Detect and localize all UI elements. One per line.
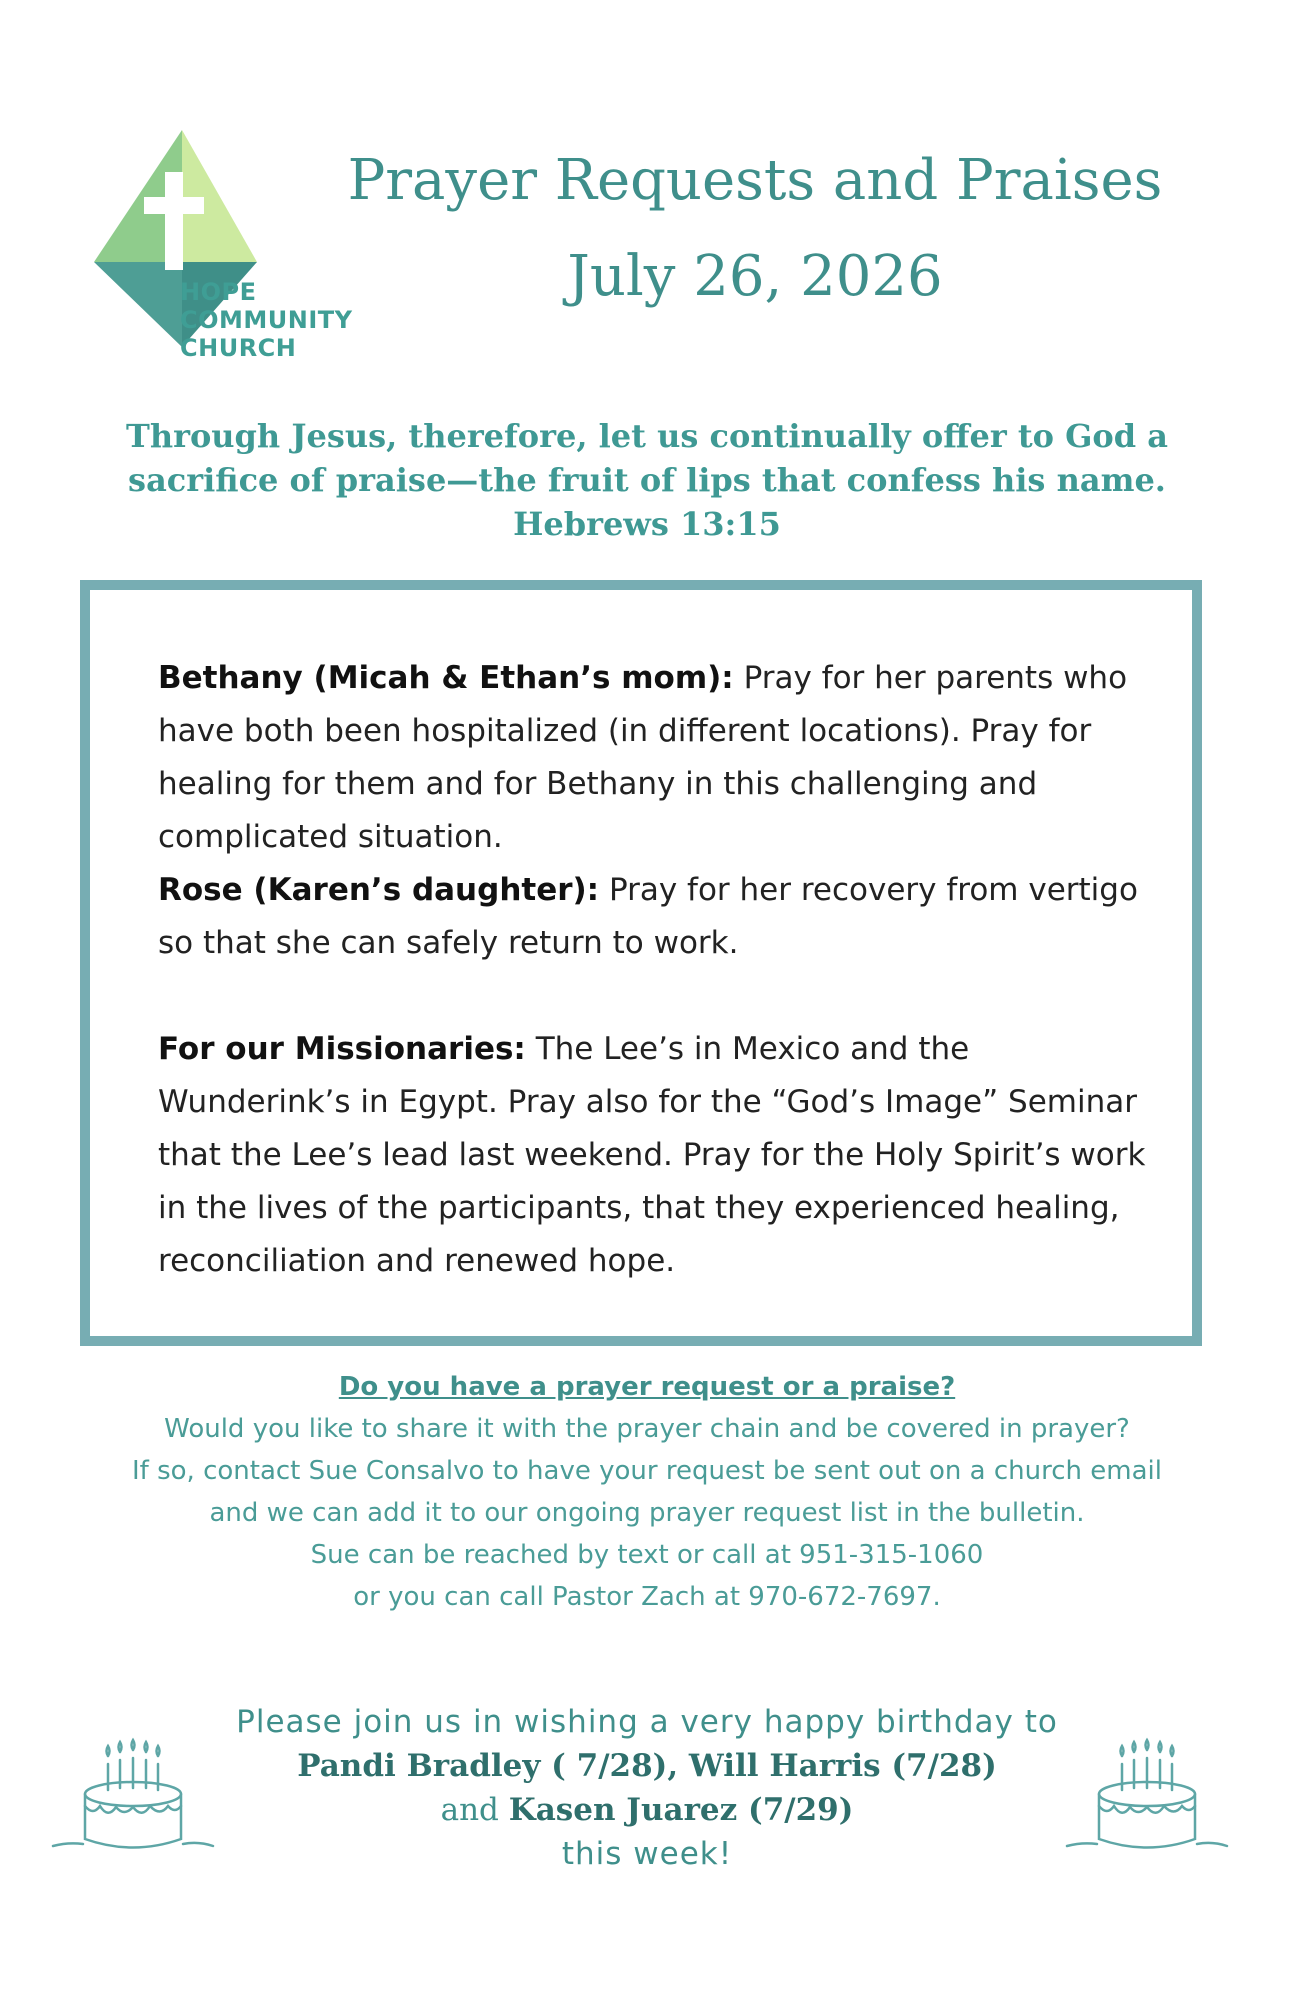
contact-line-4: Sue can be reached by text or call at 951-315-1060 xyxy=(310,1540,984,1570)
church-name-line3: CHURCH xyxy=(180,334,297,362)
birthday-outro: this week! xyxy=(561,1836,733,1872)
prayer-request-item xyxy=(158,864,1158,970)
contact-line-3: and we can add it to our ongoing prayer request list in the bulletin. xyxy=(209,1498,1085,1528)
prayer-requests-box xyxy=(80,580,1202,1346)
birthday-names: Pandi Bradley ( 7/28), Will Harris (7/28) xyxy=(297,1748,997,1784)
church-name-line1: HOPE xyxy=(180,278,257,306)
request-name: Rose (Karen’s daughter): xyxy=(158,872,600,908)
contact-line-1: Would you like to share it with the prayer chain and be covered in prayer? xyxy=(164,1414,1130,1444)
verse-line-1: Through Jesus, therefore, let us continually offer to God a xyxy=(126,417,1168,455)
page-date: July 26, 2026 xyxy=(567,244,943,309)
birthday-and: and xyxy=(440,1792,499,1828)
birthday-last-name: Kasen Juarez (7/29) xyxy=(508,1792,854,1828)
birthday-intro: Please join us in wishing a very happy birthday to xyxy=(236,1704,1058,1740)
prayer-requests-list xyxy=(158,652,1158,1288)
church-name xyxy=(180,278,353,362)
request-name: For our Missionaries: xyxy=(158,1031,526,1067)
request-text: Pray for her recovery from vertigo so that she can safely return to work. xyxy=(158,872,1138,961)
contact-line-2: If so, contact Sue Consalvo to have your request be sent out on a church email xyxy=(132,1456,1162,1486)
birthday-section xyxy=(200,1700,1094,1876)
church-name-line2: COMMUNITY xyxy=(180,306,353,334)
page-title: Prayer Requests and Praises xyxy=(347,148,1163,213)
request-text: The Lee’s in Mexico and the Wunderink’s in Egypt. Pray also for the “God’s Image” Seminar that the Lee’s lead last weekend. Pray for the Holy Spirit’s work in the lives of the participants, that they experienced healing, reconciliation and renewed hope. xyxy=(158,1031,1146,1279)
verse-reference: Hebrews 13:15 xyxy=(513,505,781,543)
verse-line-2: sacrifice of praise—the fruit of lips that confess his name. xyxy=(128,461,1166,499)
contact-section xyxy=(60,1366,1234,1618)
prayer-request-item xyxy=(158,1023,1158,1288)
request-text: Pray for her parents who have both been hospitalized (in different locations). Pray for healing for them and for Bethany in this challenging and complicated situation. xyxy=(158,660,1128,855)
prayer-request-item xyxy=(158,652,1158,864)
birthday-cake-icon xyxy=(48,1724,218,1864)
contact-heading: Do you have a prayer request or a praise? xyxy=(338,1372,956,1402)
contact-line-5: or you can call Pastor Zach at 970-672-7697. xyxy=(353,1582,941,1612)
request-name: Bethany (Micah & Ethan’s mom): xyxy=(158,660,734,696)
birthday-last-line xyxy=(200,1788,1094,1832)
spacer xyxy=(158,970,1158,1023)
scripture-verse xyxy=(80,414,1214,546)
